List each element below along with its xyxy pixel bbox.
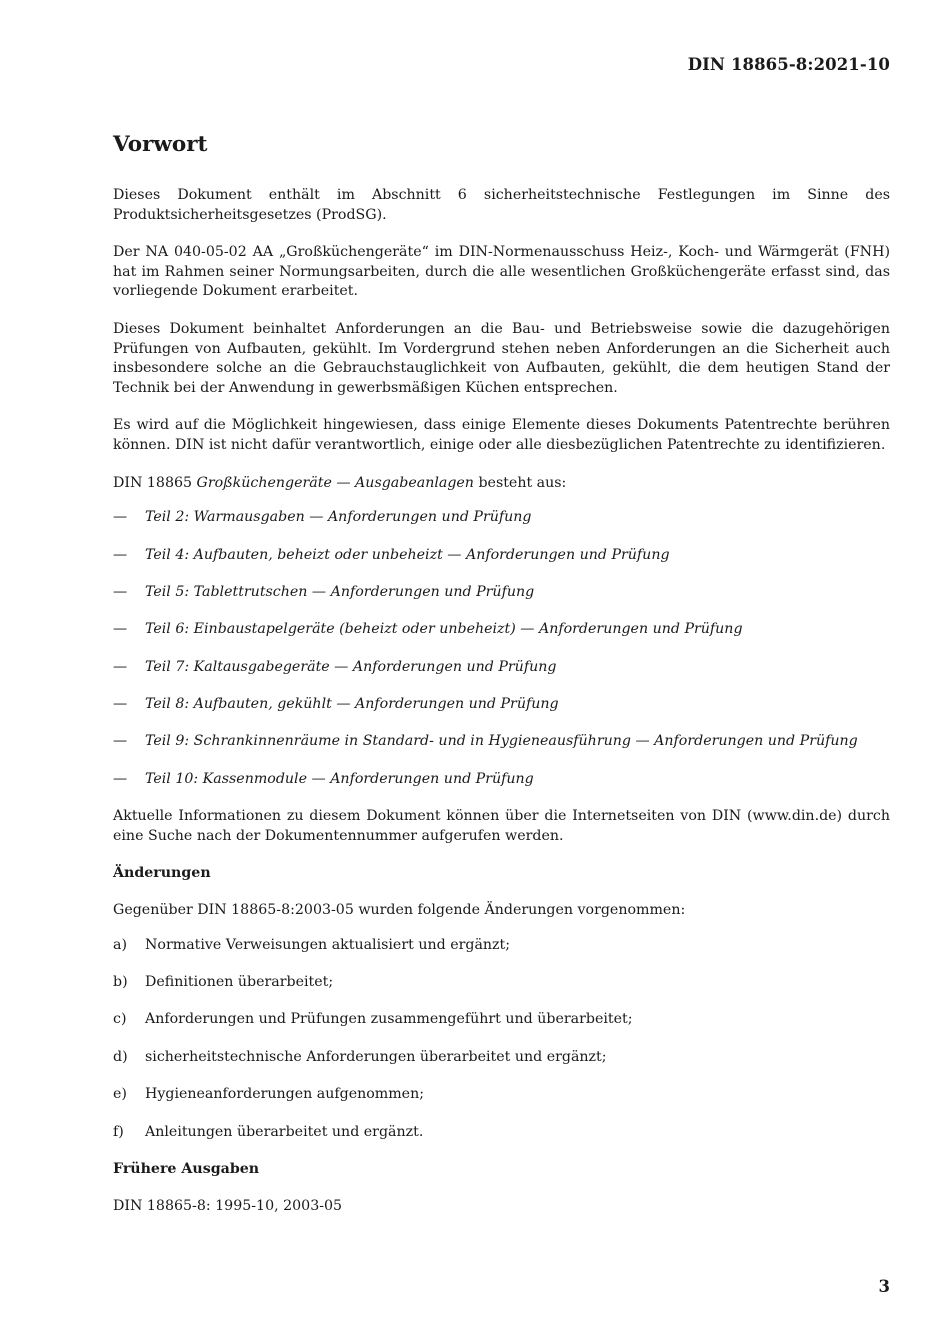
list-item xyxy=(113,973,890,993)
item-label: b) xyxy=(113,974,128,991)
list-item xyxy=(113,770,890,790)
paragraph-scope: Dieses Dokument beinhaltet Anforderungen an die Bau- und Betriebsweise sowie die dazugehörigen Prüfungen von Aufbauten, gekühlt. Im Vordergrund stehen neben Anforderungen an die Sicherheit auch insbesondere solche an die Gebrauchstauglichkeit von Aufbauten, gekühlt, die dem heutigen Stand der Technik bei der Anwendung in gewerbsmäßigen Küchen entsprechen. xyxy=(113,320,890,396)
item-text: Anforderungen und Prüfungen zusammengeführt und überarbeitet; xyxy=(145,1011,633,1028)
item-text: Normative Verweisungen aktualisiert und ergänzt; xyxy=(145,936,511,953)
list-item xyxy=(113,583,890,603)
item-text: Hygieneanforderungen aufgenommen; xyxy=(145,1086,424,1103)
part-label: Teil 4: Aufbauten, beheizt oder unbeheizt — Anforderungen und Prüfung xyxy=(145,546,670,563)
item-label: d) xyxy=(113,1048,128,1065)
item-text: Definitionen überarbeitet; xyxy=(145,974,334,991)
list-item xyxy=(113,1085,890,1105)
item-label: e) xyxy=(113,1086,127,1103)
item-text: Anleitungen überarbeitet und ergänzt. xyxy=(145,1123,424,1140)
item-label: f) xyxy=(113,1123,124,1140)
list-item xyxy=(113,546,890,566)
list-item xyxy=(113,620,890,640)
part-label: Teil 2: Warmausgaben — Anforderungen und Prüfung xyxy=(145,509,532,526)
dash-marker: — xyxy=(113,621,128,638)
list-item xyxy=(113,936,890,956)
paragraph-committee: Der NA 040-05-02 AA „Großküchengeräte“ im DIN-Normenausschuss Heiz-, Koch- und Wärmgerät (FNH) hat im Rahmen seiner Normungsarbeiten, durch die alle wesentlichen Großküchengeräte erfasst sind, das vorliegende Dokument erarbeitet. xyxy=(113,244,890,300)
dash-marker: — xyxy=(113,696,128,713)
list-item xyxy=(113,1048,890,1068)
changes-intro: Gegenüber DIN 18865-8:2003-05 wurden folgende Änderungen vorgenommen: xyxy=(113,902,686,919)
part-label: Teil 7: Kaltausgabegeräte — Anforderungen und Prüfung xyxy=(145,658,557,675)
item-label: c) xyxy=(113,1011,127,1028)
parts-list xyxy=(113,508,890,789)
previous-editions-heading: Frühere Ausgaben xyxy=(113,1161,260,1178)
list-item xyxy=(113,1123,890,1143)
series-suffix: besteht aus: xyxy=(473,474,567,491)
paragraph-info: Aktuelle Informationen zu diesem Dokument können über die Internetseiten von DIN (www.din.de) durch eine Suche nach der Dokumentennummer aufgerufen werden. xyxy=(113,808,890,844)
part-label: Teil 10: Kassenmodule — Anforderungen und Prüfung xyxy=(145,770,534,787)
dash-marker: — xyxy=(113,546,128,563)
part-label: Teil 8: Aufbauten, gekühlt — Anforderungen und Prüfung xyxy=(145,696,559,713)
list-item xyxy=(113,732,890,752)
item-label: a) xyxy=(113,936,127,953)
changes-list xyxy=(113,936,890,1143)
paragraph-prodsg: Dieses Dokument enthält im Abschnitt 6 sicherheitstechnische Festlegungen im Sinne des Produktsicherheitsgesetzes (ProdSG). xyxy=(113,187,890,223)
dash-marker: — xyxy=(113,733,128,750)
document-code: DIN 18865-8:2021-10 xyxy=(687,55,890,74)
list-item xyxy=(113,695,890,715)
part-label: Teil 9: Schrankinnenräume in Standard- und in Hygieneausführung — Anforderungen und Prüfung xyxy=(145,733,858,750)
list-item xyxy=(113,508,890,528)
dash-marker: — xyxy=(113,509,128,526)
page-title: Vorwort xyxy=(113,132,208,157)
paragraph-series-intro xyxy=(113,474,890,494)
list-item xyxy=(113,658,890,678)
changes-heading: Änderungen xyxy=(113,865,211,882)
dash-marker: — xyxy=(113,583,128,600)
page-number: 3 xyxy=(878,1277,890,1296)
dash-marker: — xyxy=(113,658,128,675)
page-content xyxy=(113,130,890,1234)
part-label: Teil 6: Einbaustapelgeräte (beheizt oder unbeheizt) — Anforderungen und Prüfung xyxy=(145,621,743,638)
paragraph-patents: Es wird auf die Möglichkeit hingewiesen, dass einige Elemente dieses Dokuments Patentrechte berühren können. DIN ist nicht dafür verantwortlich, einige oder alle diesbezüglichen Patentrechte zu identifizieren. xyxy=(113,417,890,453)
previous-editions-text: DIN 18865-8: 1995-10, 2003-05 xyxy=(113,1197,343,1214)
series-title: Großküchengeräte — Ausgabeanlagen xyxy=(196,474,474,491)
dash-marker: — xyxy=(113,770,128,787)
series-prefix: DIN 18865 xyxy=(113,474,197,491)
item-text: sicherheitstechnische Anforderungen überarbeitet und ergänzt; xyxy=(145,1048,607,1065)
list-item xyxy=(113,1010,890,1030)
part-label: Teil 5: Tablettrutschen — Anforderungen und Prüfung xyxy=(145,583,535,600)
